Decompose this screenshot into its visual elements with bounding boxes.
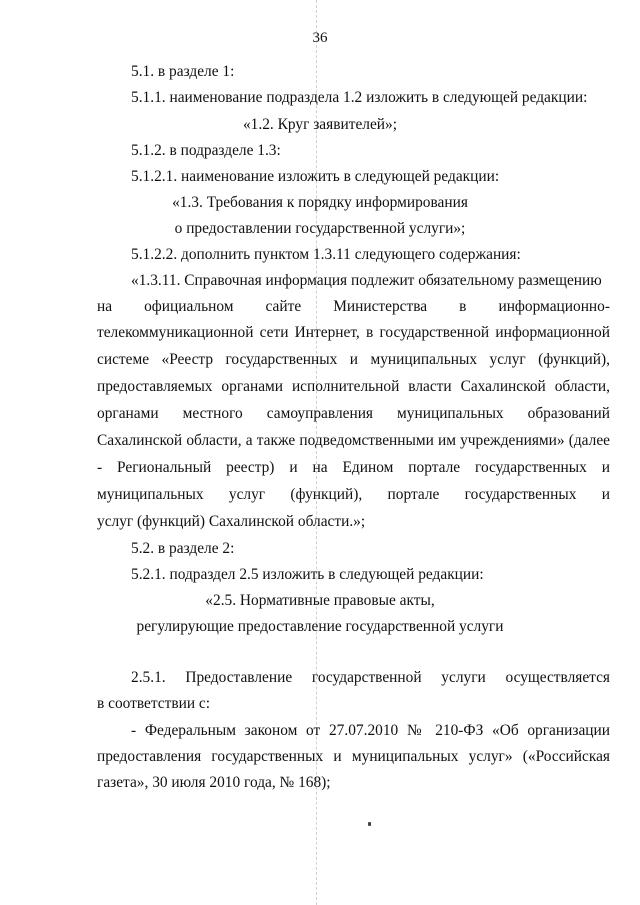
clause-5-1: 5.1. в разделе 1:: [131, 63, 235, 80]
bullet-federal-law-line-3: газета», 30 июля 2010 года, № 168);: [97, 774, 331, 791]
quote-1-3-title-1: «1.3. Требования к порядку информирования: [172, 194, 468, 211]
paragraph-1-3-11-line-10: услуг (функций) Сахалинской области.»;: [97, 513, 366, 530]
paragraph-1-3-11-line-8: - Региональный реестр) и на Едином портале государственных и: [97, 459, 610, 476]
paragraph-1-3-11-line-1: «1.3.11. Справочная информация подлежит обязательному размещению: [131, 272, 602, 289]
clause-5-2: 5.2. в разделе 2:: [131, 540, 235, 557]
scan-speck: [368, 822, 371, 826]
paragraph-2-5-1-line-1: [131, 669, 610, 687]
clause-5-1-2-2: 5.1.2.2. дополнить пунктом 1.3.11 следующего содержания:: [131, 246, 521, 263]
bullet-federal-law-text: - Федеральным законом от 27.07.2010 № 210-ФЗ «Об организации: [131, 722, 610, 739]
paragraph-1-3-11-line-3: телекоммуникационной сети Интернет, в государственной информационной: [97, 324, 610, 341]
paragraph-1-3-11-line-4: системе «Реестр государственных и муниципальных услуг (функций),: [97, 351, 610, 368]
paragraph-1-3-11-line-2: на официальном сайте Министерства в информационно-: [97, 298, 610, 315]
bullet-federal-law-line-2: предоставления государственных и муниципальных услуг» («Российская: [97, 748, 610, 765]
quote-2-5-title-2: регулирующие предоставление государственной услуги: [136, 618, 504, 635]
clause-5-1-2-1: 5.1.2.1. наименование изложить в следующей редакции:: [131, 168, 500, 185]
paragraph-1-3-11-line-5: предоставляемых органами исполнительной власти Сахалинской области,: [97, 378, 610, 395]
paragraph-2-5-1-text: 2.5.1. Предоставление государственной услуги осуществляется: [131, 669, 610, 686]
page-number: 36: [312, 30, 328, 46]
paragraph-1-3-11-line-9: муниципальных услуг (функций), портале государственных и: [97, 486, 610, 503]
clause-5-1-1: 5.1.1. наименование подраздела 1.2 изложить в следующей редакции:: [131, 89, 588, 106]
quote-1-2: «1.2. Круг заявителей»;: [242, 116, 397, 133]
quote-1-3-title-2: о предоставлении государственной услуги»;: [174, 220, 466, 237]
paragraph-1-3-11-line-7: Сахалинской области, а также подведомственными им учреждениями» (далее: [97, 432, 610, 449]
clause-5-2-1: 5.2.1. подраздел 2.5 изложить в следующей редакции:: [131, 566, 484, 583]
bullet-federal-law-line-1: [131, 722, 610, 740]
paragraph-1-3-11-line-6: органами местного самоуправления муниципальных образований: [97, 405, 610, 422]
paragraph-2-5-1-line-2: в соответствии с:: [97, 695, 211, 712]
quote-2-5-title-1: «2.5. Нормативные правовые акты,: [205, 592, 435, 609]
clause-5-1-2: 5.1.2. в подразделе 1.3:: [131, 142, 281, 159]
scan-fold-line: [316, 0, 317, 905]
